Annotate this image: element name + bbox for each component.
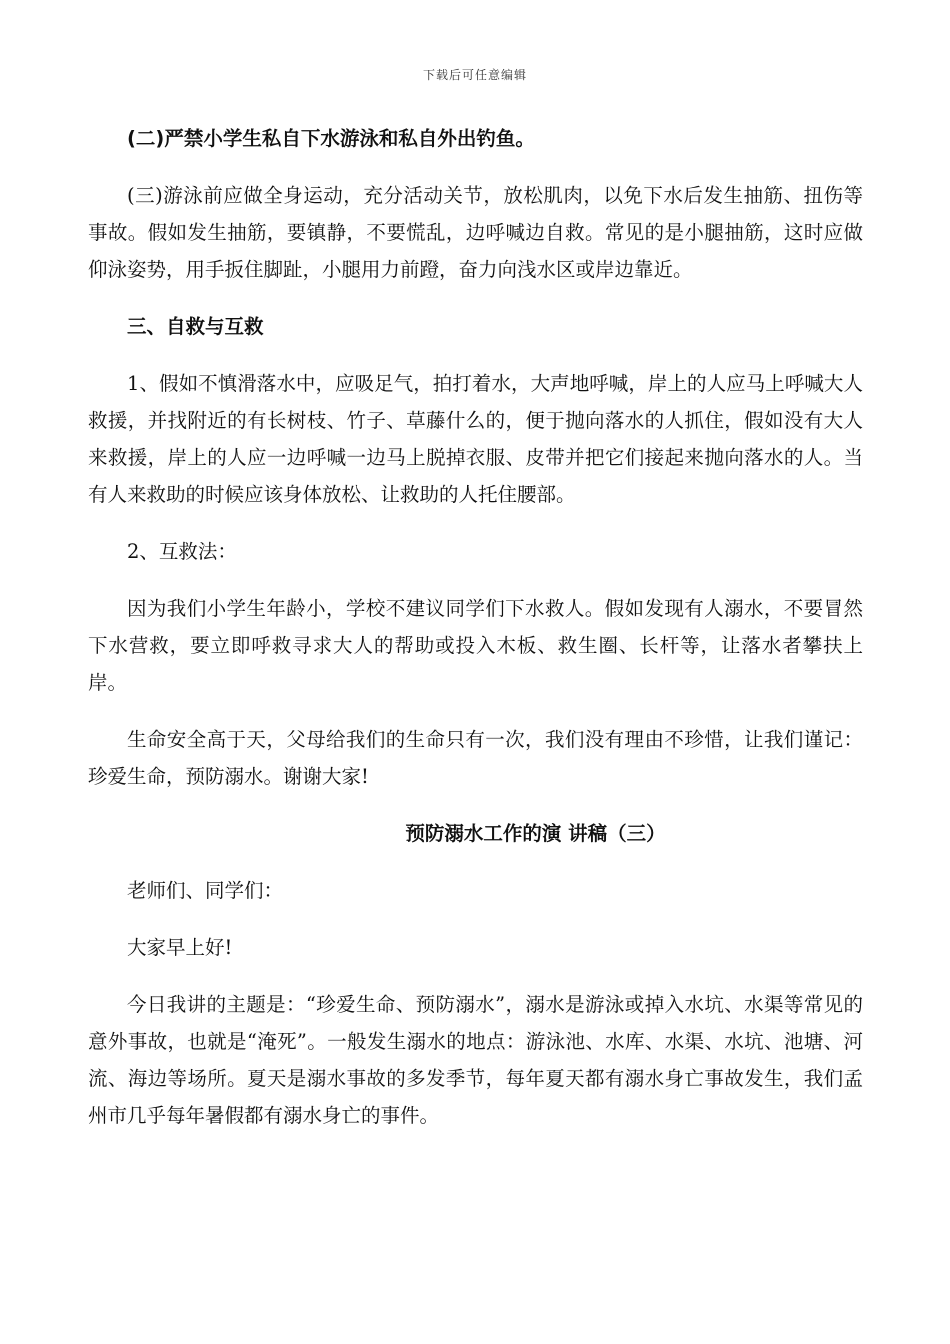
- greeting-audience: 老师们、同学们：: [127, 879, 284, 902]
- speech-title: 预防溺水工作的演 讲稿（三）: [405, 822, 666, 845]
- topic-paragraph: 今日我讲的主题是：“珍爱生命、预防溺水”，溺水是游泳或掉入水坑、水渠等常见的意外事故，也就是“淹死”。一般发生溺水的地点：游泳池、水库、水渠、水坑、池塘、河流、海边等场所。夏天是溺水事故的多发季节，每年夏天都有溺水身亡事故发生，我们孟州市几乎每年暑假都有溺水身亡的事件。: [88, 993, 863, 1127]
- rule-paragraph-2: (二)严禁小学生私自下水游泳和私自外出钓鱼。: [127, 127, 535, 150]
- greeting-morning: 大家早上好!: [127, 936, 233, 959]
- closing-paragraph: 生命安全高于天，父母给我们的生命只有一次，我们没有理由不珍惜，让我们谨记：珍爱生命，预防溺水。谢谢大家!: [88, 728, 863, 788]
- mutual-rescue-paragraph: 因为我们小学生年龄小，学校不建议同学们下水救人。假如发现有人溺水，不要冒然下水营救，要立即呼救寻求大人的帮助或投入木板、救生圈、长杆等，让落水者攀扶上岸。: [88, 597, 863, 694]
- rescue-paragraph-1: 1、假如不慎滑落水中，应吸足气，拍打着水，大声地呼喊，岸上的人应马上呼喊大人救援，并找附近的有长树枝、竹子、草藤什么的，便于抛向落水的人抓住，假如没有大人来救援，岸上的人应一边呼喊一边马上脱掉衣服、皮带并把它们接起来抛向落水的人。当有人来救助的时候应该身体放松、让救助的人托住腰部。: [88, 372, 863, 506]
- section-heading-self-rescue: 三、自救与互救: [127, 315, 264, 338]
- document-body: [88, 120, 863, 1154]
- rescue-paragraph-2-heading: 2、互救法：: [127, 540, 237, 563]
- page-header: 下载后可任意编辑: [422, 68, 527, 82]
- rule-paragraph-3: (三)游泳前应做全身运动，充分活动关节，放松肌肉，以免下水后发生抽筋、扭伤等事故。假如发生抽筋，要镇静，不要慌乱，边呼喊边自救。常见的是小腿抽筋，这时应做仰泳姿势，用手扳住脚趾，小腿用力前蹬，奋力向浅水区或岸边靠近。: [88, 184, 863, 281]
